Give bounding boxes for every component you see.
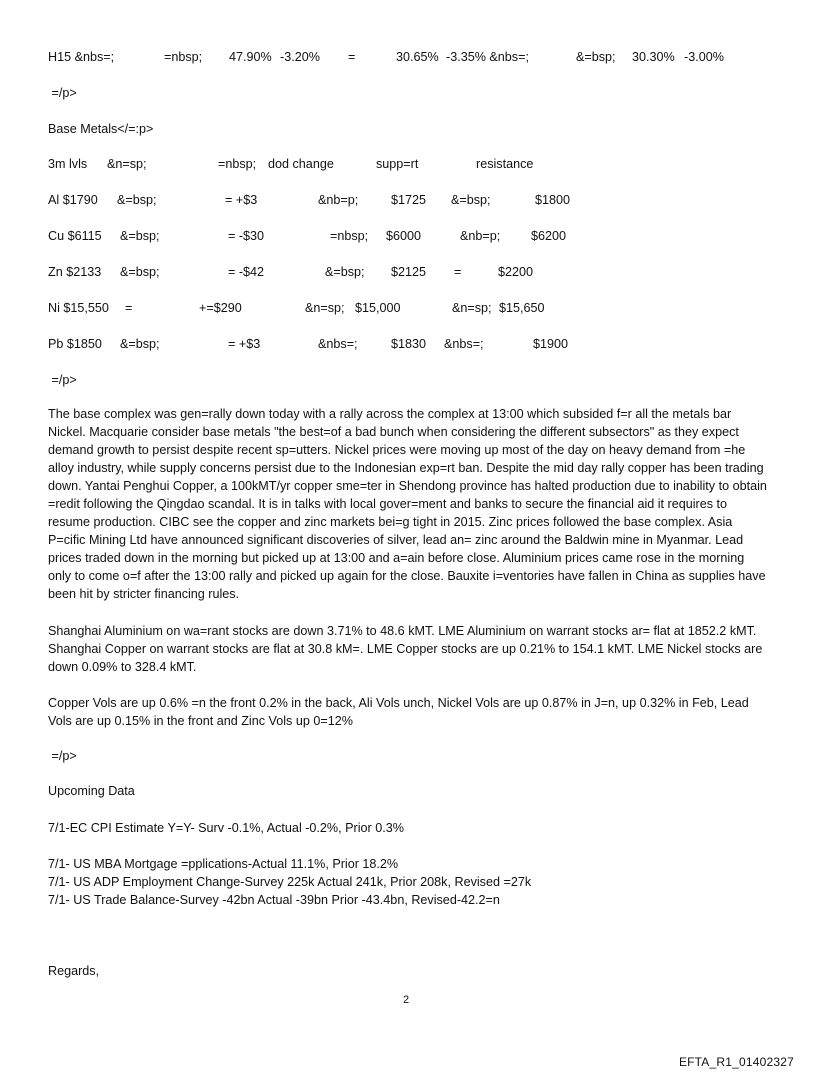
h15-cell: 47.90% [229, 50, 272, 64]
upcoming-data-title: Upcoming Data [48, 784, 135, 798]
dod-change: = -$30 [228, 229, 265, 243]
metal-price: Al $1790 [48, 193, 98, 207]
dod-change: +=$290 [199, 301, 242, 315]
cell-filler: = [454, 265, 462, 279]
cell-filler: &=bsp; [325, 265, 365, 279]
header-cell: 3m lvls [48, 157, 88, 171]
h15-cell: H15 &nbs=; [48, 50, 115, 64]
stocks-paragraph [48, 622, 770, 676]
closing-tag-text: =/p> [48, 373, 77, 387]
cell-filler: &=bsp; [451, 193, 491, 207]
resistance-value: $15,650 [499, 301, 545, 315]
header-cell: =nbsp; [218, 157, 257, 171]
resistance-value: $6200 [531, 229, 567, 243]
vols-paragraph [48, 694, 770, 730]
header-cell: supp=rt [376, 157, 419, 171]
h15-cell: -3.35% &nbs=; [446, 50, 529, 64]
h15-cell: &=bsp; [576, 50, 616, 64]
cell-filler: &=bsp; [120, 337, 160, 351]
cell-filler: &nb=p; [460, 229, 501, 243]
closing-tag-text: =/p> [48, 86, 77, 100]
market-commentary [48, 405, 770, 603]
h15-cell: = [348, 50, 356, 64]
dod-change: = +$3 [225, 193, 258, 207]
metal-price: Cu $6115 [48, 229, 102, 243]
cell-filler: &nbs=; [318, 337, 358, 351]
commentary-text: The base complex was gen=rally down today with a rally across the complex at 13:00 which subsided f=r all the metals bar Nickel. Macquarie consider base metals "the best=of a bad bunch when considering the different subsectors" as they expect demand growth to persist despite recent sp=utters. Nickel prices were moving up most of the day on heavy demand from =he alloy industry, while supply concerns persist due to the Indonesian exp=rt ban. Despite the mid day rally copper has been trading down. Yantai Penghui Copper, a 100kMT/yr copper sme=ter in Shendong province has halted production due to inability to obtain =redit following the Qingdao scandal. It is in talks with local gover=ment and banks to secure the financial aid it requires to resume production. CIBC see the copper and zinc markets bei=g tight in 2015. Zinc prices followed the base complex. Asia P=cific Mining Ltd have announced significant discoveries of silver, lead an= zinc around the Baldwin mine in Myanmar. Lead prices traded down in the morning but picked up at 13:00 and a=ain before close. Aluminium prices came rose in the morning only to come o=f after the 13:00 rally and picked up again for the close. Bauxite i=ventories have fallen in China as supplies have been hit by stricter financing rules. [48, 407, 767, 601]
data-release-line: 7/1- US Trade Balance-Survey -42bn Actual -39bn Prior -43.4bn, Revised-42.2=n [48, 893, 500, 907]
header-cell: &n=sp; [107, 157, 147, 171]
closing-regards: Regards, [48, 964, 100, 978]
stocks-text: Shanghai Aluminium on wa=rant stocks are down 3.71% to 48.6 kMT. LME Aluminium on warrant stocks ar= flat at 1852.2 kMT. Shanghai Copper on warrant stocks are flat at 30.8 kM=. LME Copper stocks are up 0.21% to 154.1 kMT. LME Nickel stocks are down 0.09% to 328.4 kMT. [48, 624, 763, 674]
metal-price: Pb $1850 [48, 337, 102, 351]
cell-filler: &nbs=; [444, 337, 484, 351]
resistance-value: $1800 [535, 193, 571, 207]
dod-change: = +$3 [228, 337, 261, 351]
h15-cell: -3.20% [280, 50, 320, 64]
h15-cell: -3.00% [684, 50, 724, 64]
cell-filler: &=bsp; [120, 265, 160, 279]
cell-filler: &=bsp; [117, 193, 157, 207]
metal-price: Ni $15,550 [48, 301, 109, 315]
cell-filler: &=bsp; [120, 229, 160, 243]
h15-cell: 30.30% [632, 50, 675, 64]
support-value: $15,000 [355, 301, 401, 315]
page-number: 2 [403, 994, 410, 1006]
support-value: $1830 [391, 337, 427, 351]
header-cell: dod change [268, 157, 334, 171]
h15-cell: =nbsp; [164, 50, 203, 64]
data-release-line: 7/1-EC CPI Estimate Y=Y- Surv -0.1%, Actual -0.2%, Prior 0.3% [48, 821, 404, 835]
data-release-line: 7/1- US MBA Mortgage =pplications-Actual 11.1%, Prior 18.2% [48, 857, 399, 871]
data-release-line: 7/1- US ADP Employment Change-Survey 225k Actual 241k, Prior 208k, Revised =27k [48, 875, 532, 889]
cell-filler: &nb=p; [318, 193, 359, 207]
cell-filler: =nbsp; [330, 229, 369, 243]
resistance-value: $2200 [498, 265, 534, 279]
cell-filler: &n=sp; [305, 301, 345, 315]
support-value: $2125 [391, 265, 427, 279]
header-cell: resistance [476, 157, 534, 171]
vols-text: Copper Vols are up 0.6% =n the front 0.2% in the back, Ali Vols unch, Nickel Vols are up 0.87% in J=n, up 0.32% in Feb, Lead Vols are up 0.15% in the front and Zinc Vols up 0=12% [48, 696, 749, 728]
document-id-footer: EFTA_R1_01402327 [678, 1055, 794, 1069]
h15-cell: 30.65% [396, 50, 439, 64]
support-value: $6000 [386, 229, 422, 243]
support-value: $1725 [391, 193, 427, 207]
metal-price: Zn $2133 [48, 265, 102, 279]
cell-filler: &n=sp; [452, 301, 492, 315]
section-title: Base Metals</=:p> [48, 122, 154, 136]
cell-filler: = [125, 301, 133, 315]
resistance-value: $1900 [533, 337, 569, 351]
dod-change: = -$42 [228, 265, 265, 279]
closing-tag-text: =/p> [48, 749, 77, 763]
